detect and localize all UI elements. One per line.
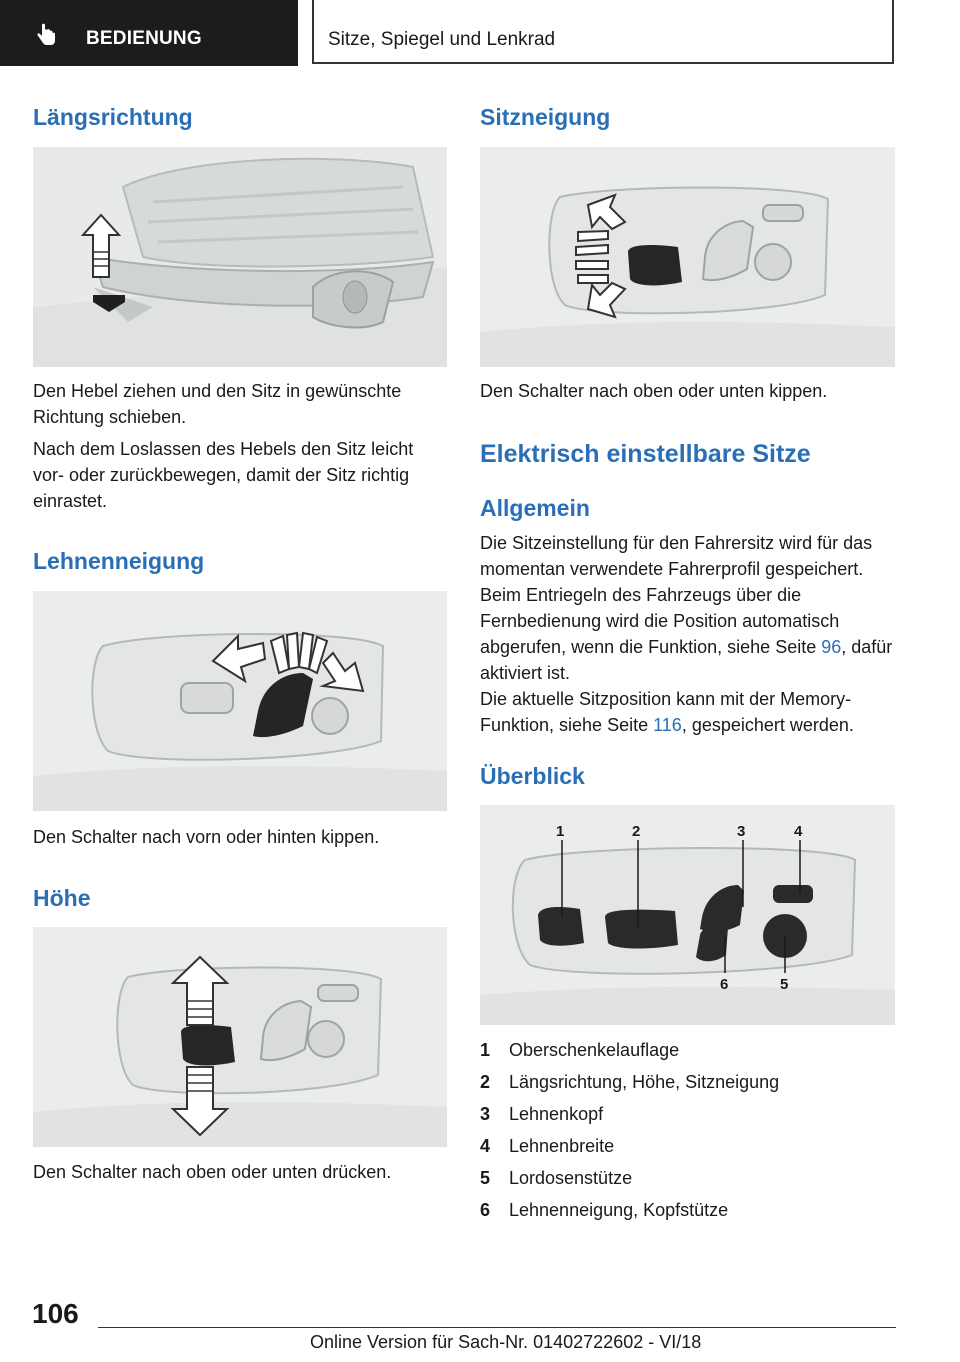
hand-pointer-icon	[33, 22, 59, 48]
figure-label-2: 2	[632, 823, 641, 840]
paragraph-allgemein-1-part-b: , dafür aktiviert ist.	[480, 637, 893, 683]
legend-label: Längsrichtung, Höhe, Sitzneigung	[509, 1072, 780, 1092]
figure-backrest-switch	[33, 591, 447, 811]
overview-legend	[480, 1038, 900, 1230]
legend-item	[480, 1166, 900, 1198]
heading-ueberblick: Überblick	[480, 763, 585, 789]
paragraph-allgemein-2-part-b: , gespeichert werden.	[681, 715, 854, 735]
legend-item	[480, 1070, 900, 1102]
legend-number: 6	[480, 1200, 491, 1220]
heading-hoehe: Höhe	[33, 885, 91, 911]
footer-divider	[98, 1327, 896, 1328]
section-tab-label: BEDIENUNG	[86, 28, 202, 49]
figure-height-switch	[33, 927, 447, 1147]
figure-tilt-switch	[480, 147, 895, 367]
figure-label-5: 5	[780, 976, 789, 993]
page-header	[0, 0, 960, 66]
paragraph-laengsrichtung-1: Den Hebel ziehen und den Sitz in gewünschte Richtung schieben.	[33, 381, 402, 427]
page-number: 106	[32, 1298, 79, 1329]
chapter-title: Sitze, Spiegel und Lenkrad	[328, 29, 556, 50]
caption-hoehe: Den Schalter nach oben oder unten drücken.	[33, 1162, 392, 1182]
legend-label: Lehnenneigung, Kopfstütze	[509, 1200, 729, 1220]
figure-label-4: 4	[794, 823, 803, 840]
figure-overview-switches	[480, 805, 895, 1025]
paragraph-allgemein-1-part-a: Die Sitzeinstellung für den Fahrersitz wird für das momentan verwendete Fahrerprofil gespeichert. Beim Entriegeln des Fahrzeugs über die Fernbedienung wird die Position automatisch abgerufen, wenn die Funktion, siehe Seite	[480, 533, 873, 657]
legend-label: Lordosenstütze	[509, 1168, 633, 1188]
heading-sitzneigung: Sitzneigung	[480, 104, 611, 130]
paragraph-allgemein-2-part-a: Die aktuelle Sitzposition kann mit der Memory-Funktion, siehe Seite	[480, 689, 852, 735]
heading-elektrisch: Elektrisch einstellbare Sitze	[480, 440, 811, 468]
legend-number: 1	[480, 1040, 491, 1060]
legend-label: Lehnenbreite	[509, 1136, 615, 1156]
heading-laengsrichtung: Längsrichtung	[33, 104, 193, 130]
paragraph-allgemein-1	[480, 530, 898, 686]
page-link-96[interactable]: 96	[821, 637, 842, 657]
paragraph-allgemein-2	[480, 686, 898, 738]
figure-label-6: 6	[720, 976, 729, 993]
legend-number: 2	[480, 1072, 491, 1092]
paragraph-laengsrichtung-2: Nach dem Loslassen des Hebels den Sitz leicht vor- oder zurückbewegen, damit der Sitz richtig einrastet.	[33, 439, 414, 511]
legend-number: 3	[480, 1104, 491, 1124]
figure-label-3: 3	[737, 823, 746, 840]
legend-item	[480, 1134, 900, 1166]
heading-allgemein: Allgemein	[480, 495, 590, 521]
figure-label-1: 1	[556, 823, 565, 840]
legend-number: 5	[480, 1168, 491, 1188]
section-tab[interactable]	[0, 0, 298, 66]
legend-label: Lehnenkopf	[509, 1104, 604, 1124]
page-link-116[interactable]: 116	[653, 715, 682, 735]
caption-sitzneigung: Den Schalter nach oben oder unten kippen.	[480, 381, 828, 401]
legend-number: 4	[480, 1136, 491, 1156]
figure-seat-lever	[33, 147, 447, 367]
legend-label: Oberschenkelauflage	[509, 1040, 680, 1060]
legend-item	[480, 1198, 900, 1230]
caption-lehnenneigung: Den Schalter nach vorn oder hinten kippen.	[33, 827, 380, 847]
footer-online-version: Online Version für Sach-Nr. 01402722602 - VI/18	[310, 1332, 702, 1352]
legend-item	[480, 1038, 900, 1070]
legend-item	[480, 1102, 900, 1134]
heading-lehnenneigung: Lehnenneigung	[33, 548, 205, 574]
